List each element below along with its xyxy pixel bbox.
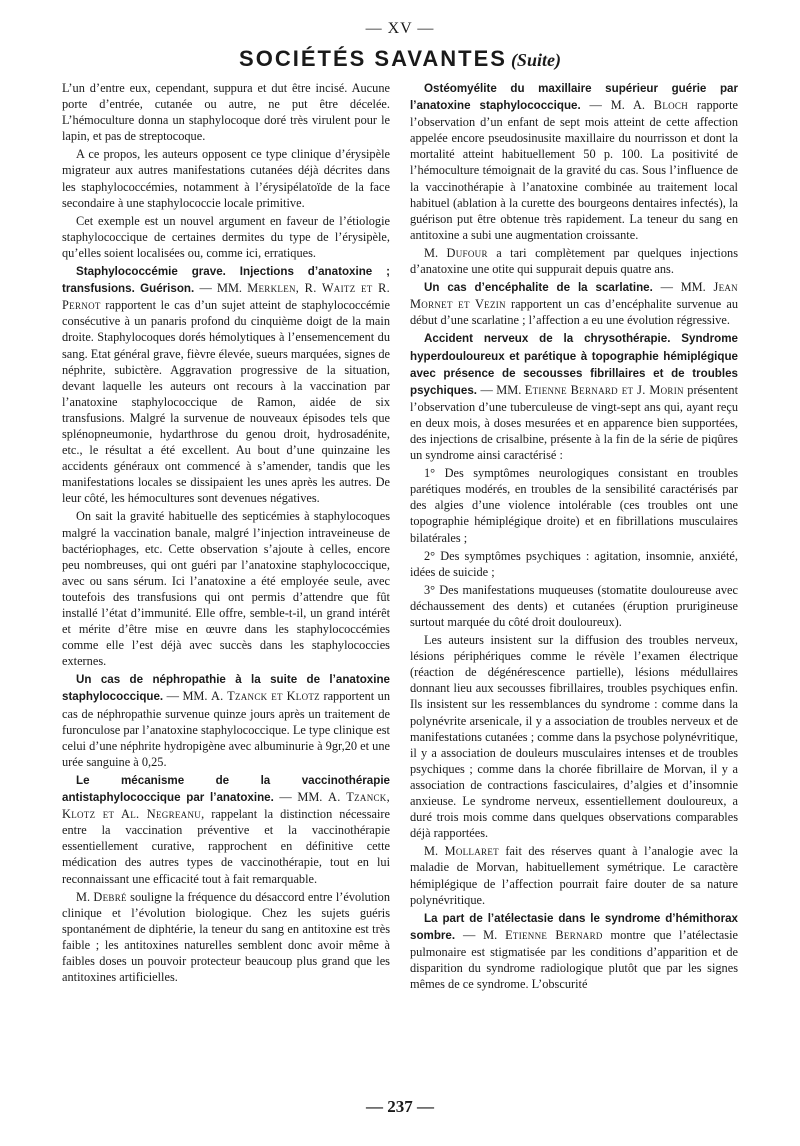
paragraph: Les auteurs insistent sur la diffusion des troubles nerveux, lésions périphériques comme le révèle l’examen électrique (réaction de dégénérescence partielle), lésions médullaires donnant lieu aux secousses fibrillaires, troubles psychiques enfin. Ils insistent sur les ressemblances du syndrome : comme dans la polynévrite arsenicale, il y a association de troubles nerveux et de manifestations cutanées ; comme dans la psychose polynévritique, il y a association de douleurs musculaires intenses et de troubles psychiques ; comme dans la chorée fibrillaire de Morvan, il y a association de contractions fasciculaires, d’algies et d’insomnie anxieuse. Le syndrome nerveux, essentiellement douloureux, a duré trois mois comme dans quelques observations comparables déjà rapportées. xyxy=(410,633,738,841)
section-title-suffix: (Suite) xyxy=(510,50,561,70)
paragraph: On sait la gravité habituelle des septicémies à staphylocoques malgré la vaccination banale, malgré l’injection intraveineuse de bactériophages, etc. Cette observation s’ajoute à celles, encore peu nombreuses, qui ont guéri par l’anatoxine staphylococcique, avec ou sans sérum. Ici l’anatoxine a été employée seule, avec toutefois des transfusions qui ont permis d’attendre que fût installé l’état d’immunité. Elle offre, semble-t-il, un grand intérêt et mérite d’être mise en œuvre dans les staphylococcémies comme elle l’est déjà avec succès dans les staphylococcies externes. xyxy=(62,509,390,669)
author-names: Bloch xyxy=(653,98,689,113)
article-body: rapporte l’observation d’un enfant de sept mois atteint de cette affection appelée encore pseudosinusite maxillaire du nourrisson et dont la mortalité atteint habituellement 50 p. 100. La positivité de l’hémoculture témoignait de la gravité du cas. Sous l’influence de la vaccinothérapie à l’anatoxine combinée au traitement local habituel (ablation à la curette des bourgeons dentaires infectés), la guérison put être obtenue très rapidement. La teneur du sang en antitoxine a subi une augmentation croissante. xyxy=(410,98,738,242)
paragraph: Cet exemple est un nouvel argument en faveur de l’étiologie staphylococcique de certaines dermites du type de l’érysipèle, qu’elles soient localisées ou, comme ici, erratiques. xyxy=(62,213,390,260)
article-heading: Le mécanisme de la vaccinothérapie antistaphylococcique par l’anatoxine. xyxy=(62,773,390,805)
left-column xyxy=(62,80,390,987)
article-staphylococcemie xyxy=(62,263,390,506)
article-body: rapportent le cas d’un sujet atteint de staphylococcémie consécutive à un panaris profond du cinquième doigt de la main droite. Staphylocoques dorés hémolytiques à l’ensemencement du sang. Etat général grave, fièvre élevée, sueurs marquées, signes de néphrite, subictère. Aggravation progressive de la situation, devant laquelle les auteurs ont recours à la vaccination par l’anatoxine staphylococcique de Ramon, aidée de six transfusions. Malgré la survenue de nouveaux épisodes tels que splénopneumonie, hydarthrose du genou droit, hydrosadénite, etc., le résultat a été excellent. Au bout d’une quinzaine les accidents généraux ont commencé à s’amender, tandis que les manifestations locales se dissipaient les unes après les autres. De leur côté, les hémocultures sont devenues négatives. xyxy=(62,298,390,506)
article-heading: Ostéomyélite du maxillaire supérieur guérie par l’anatoxine staphylococcique. xyxy=(410,82,738,113)
author-lead: M. xyxy=(76,889,94,904)
list-item: 3° Des manifestations muqueuses (stomatite douloureuse avec déchaussement des dents) et cutanées (éruption prurigineuse surtout marquée du côté droit douloureux). xyxy=(410,582,738,629)
article-heading: Un cas de néphropathie à la suite de l’anatoxine staphylococcique. xyxy=(62,673,390,704)
article-body: , rappelant la distinction nécessaire entre la vaccination préventive et la vaccinothérapie essentiellement curative, rapprochent en définitive cette médication des autres types de vaccinothérapie, tout en lui reconnaissant une efficacité tout à fait remarquable. xyxy=(62,807,391,886)
author-lead: — MM. xyxy=(652,280,714,295)
article-body: présentent l’observation d’une tuberculeuse de vingt-sept ans qui, ayant reçu en deux mois, à doses mesurées et en apparence bien supportées, des injections de crisalbine, présente à la fin de la série de piqûres un syndrome ainsi caractérisé : xyxy=(410,382,738,463)
paragraph-debre xyxy=(62,889,390,986)
list-item: 1° Des symptômes neurologiques consistant en troubles parétiques modérés, en troubles de la sensibilité caractérisés par des algies d’une violence intolérable (ces troubles ont une topographie hémiplégique droite) et en fibrillations musculaires bilatérales ; xyxy=(410,466,738,545)
paragraph: L’un d’entre eux, cependant, suppura et dut être incisé. Aucune porte d’entrée, cutanée ou autre, ne put être décelée. L’hémoculture donna un staphylocoque doré très virulent pour le lapin, et pas de streptocoque. xyxy=(62,81,390,144)
author-names: Mollaret xyxy=(444,844,499,859)
paragraph-dufour xyxy=(410,245,738,277)
article-body: montre que l’atélectasie pulmonaire est stigmatisée par les conditions d’apparition et de disparition du syndrome radiologique plutôt que par les signes mêmes de ce syndrome. L’obscurité xyxy=(410,927,738,992)
author-names: Jean Mornet et Vezin xyxy=(410,280,738,312)
article-body: souligne la fréquence du désaccord entre l’évolution clinique et l’évolution biologique. Chez les sujets guéris spontanément de diphtérie, la teneur du sang en antitoxine est très faible ; les antitoxines naturelles semblent donc avoir même à faibles doses un pouvoir protecteur beaucoup plus grand que les antitoxines artificielles. xyxy=(62,889,390,985)
author-lead: — M. A. xyxy=(580,98,654,113)
author-lead: — MM. xyxy=(273,790,328,805)
article-heading: Accident nerveux de la chrysothérapie. Syndrome hyperdouloureux et parétique à topographie hémiplégique avec présence de secousses fibrillaires et de troubles psychiques. xyxy=(410,332,738,397)
article-encephalite xyxy=(410,279,738,328)
author-names: A. Tzanck, Klotz et Al. Negreanu xyxy=(62,790,390,822)
paragraph-mollaret xyxy=(410,843,738,907)
author-lead: — MM. xyxy=(163,689,211,704)
article-heading: Staphylococcémie grave. Injections d’anatoxine ; transfusions. Guérison. xyxy=(62,265,390,296)
article-chrysotherapie xyxy=(410,330,738,463)
article-nephropathie xyxy=(62,671,390,770)
article-body: rapportent un cas d’encéphalite survenue au début d’une scarlatine ; l’affection a eu une évolution régressive. xyxy=(410,297,738,328)
author-names: Debré xyxy=(93,889,127,904)
author-names: A. Tzanck et Klotz xyxy=(210,689,320,704)
article-osteomyelite xyxy=(410,80,738,243)
article-atelectasie xyxy=(410,910,738,992)
author-lead: — MM. xyxy=(194,281,248,296)
author-names: Etienne Bernard et J. Morin xyxy=(524,382,684,397)
author-names: Dufour xyxy=(446,245,488,260)
right-column xyxy=(410,80,738,994)
page-roman-numeral: — XV — xyxy=(365,20,435,37)
article-heading: Un cas d’encéphalite de la scarlatine. xyxy=(424,281,653,295)
page-number: — 237 — xyxy=(366,1097,434,1116)
author-lead: — MM. xyxy=(477,382,525,397)
author-lead: M. xyxy=(424,245,447,260)
list-item: 2° Des symptômes psychiques : agitation, insomnie, anxiété, idées de suicide ; xyxy=(410,548,738,579)
section-title: SOCIÉTÉS SAVANTES xyxy=(239,46,507,71)
page-title xyxy=(0,46,800,72)
author-lead: — M. xyxy=(455,927,506,942)
author-names: Etienne Bernard xyxy=(505,927,603,942)
paragraph: A ce propos, les auteurs opposent ce type clinique d’érysipèle migrateur aux autres manifestations cutanées déjà décrites dans les staphylococcémies, notamment à l’érysipélatoïde de la face secondaire à une staphylococcie locale primitive. xyxy=(62,147,390,210)
article-body: rapportent un cas de néphropathie survenue quinze jours après un traitement de furonculose par l’anatoxine staphylococcique. Le type clinique est celui d’une néphrite hydropigène avec albuminurie à 9gr,20 et une urée sanguine à 0,25. xyxy=(62,689,390,769)
article-heading: La part de l’atélectasie dans le syndrome d’hémithorax sombre. xyxy=(410,911,738,942)
author-names: Merklen, R. Waitz et R. Pernot xyxy=(62,281,391,313)
article-body: fait des réserves quant à l’analogie avec la maladie de Morvan, habituellement symétrique. Le caractère hémiplégique de l’affection pourrait faire douter de sa nature polynévritique. xyxy=(410,844,738,907)
article-body: a tari complètement par quelques injections d’anatoxine une otite qui suppurait depuis quatre ans. xyxy=(410,245,739,277)
article-vaccinotherapie xyxy=(62,772,390,887)
author-lead: M. xyxy=(424,844,445,859)
